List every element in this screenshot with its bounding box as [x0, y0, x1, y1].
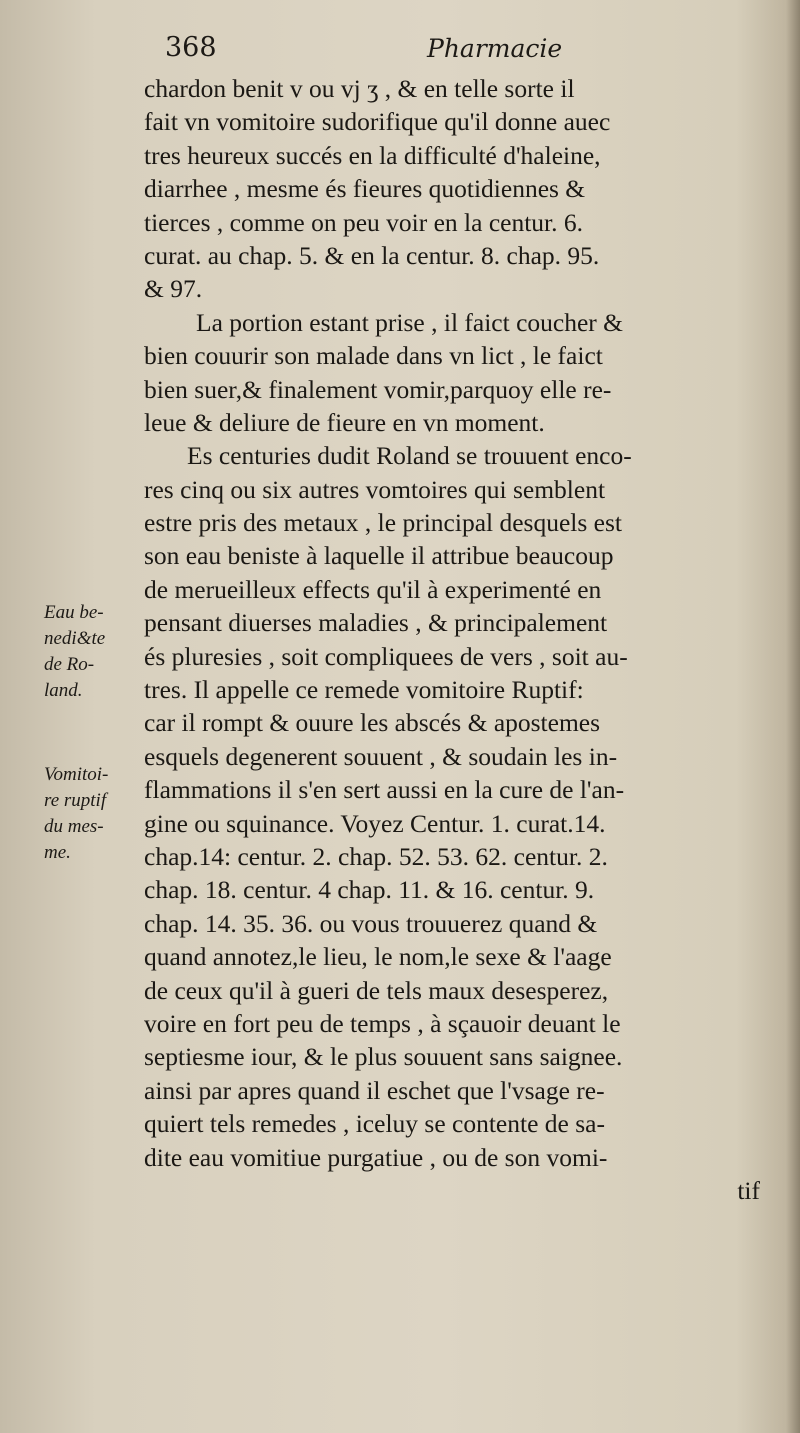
- text-line: quiert tels remedes , iceluy se contente de sa-: [144, 1109, 605, 1139]
- margin-note-vomitoire-ruptif: [44, 762, 139, 866]
- text-line: tres. Il appelle ce remede vomitoire Ruptif:: [144, 675, 584, 705]
- text-line: septiesme iour, & le plus souuent sans saignee.: [144, 1042, 623, 1072]
- text-line: dite eau vomitiue purgatiue , ou de son vomi-: [144, 1142, 608, 1172]
- margin-note-line: de Ro-: [44, 654, 95, 675]
- text-line: tierces , comme on peu voir en la centur. 6.: [144, 207, 584, 237]
- text-line: bien couurir son malade dans vn lict , le faict: [144, 341, 603, 371]
- page-gutter-shadow: [786, 0, 800, 1433]
- text-line: de ceux qu'il à gueri de tels maux desesperez,: [144, 975, 609, 1005]
- text-line: pensant diuerses maladies , & principalement: [144, 608, 608, 638]
- body-text: [144, 72, 784, 1207]
- text-line: leue & deliure de fieure en vn moment.: [144, 407, 545, 437]
- text-line: curat. au chap. 5. & en la centur. 8. chap. 95.: [144, 240, 600, 270]
- text-line: voire en fort peu de temps , à sçauoir deuant le: [144, 1008, 621, 1038]
- text-line: res cinq ou six autres vomtoires qui semblent: [144, 474, 606, 504]
- text-line: gine ou squinance. Voyez Centur. 1. curat.14.: [144, 808, 606, 838]
- text-line: car il rompt & ouure les abscés & apostemes: [144, 708, 601, 738]
- text-line: & 97.: [144, 274, 203, 304]
- margin-note-eau-benite: [44, 600, 139, 704]
- text-line: La portion estant prise , il faict coucher &: [196, 307, 623, 337]
- margin-note-line: nedi&te: [44, 628, 106, 649]
- running-title: Pharmacie: [427, 34, 563, 63]
- page-number: 368: [165, 32, 217, 63]
- margin-note-line: re ruptif: [44, 790, 107, 811]
- text-line: és pluresies , soit compliquees de vers , soit au-: [144, 641, 628, 671]
- page-header: [165, 32, 615, 72]
- text-line: ainsi par apres quand il eschet que l'vsage re-: [144, 1075, 605, 1105]
- text-line: chap. 18. centur. 4 chap. 11. & 16. centur. 9.: [144, 875, 595, 905]
- text-line: chardon benit v ou vj ʒ , & en telle sorte il: [144, 74, 575, 103]
- text-line: de merueilleux effects qu'il à experimenté en: [144, 574, 602, 604]
- text-line: estre pris des metaux , le principal desquels est: [144, 508, 622, 538]
- margin-note-line: land.: [44, 680, 83, 701]
- margin-note-line: me.: [44, 842, 71, 863]
- text-line: diarrhee , mesme és fieures quotidiennes &: [144, 174, 586, 204]
- margin-note-line: Vomitoi-: [44, 764, 109, 785]
- text-line: fait vn vomitoire sudorifique qu'il donne auec: [144, 107, 611, 137]
- text-line: son eau beniste à laquelle il attribue beaucoup: [144, 541, 614, 571]
- text-line: chap. 14. 35. 36. ou vous trouuerez quand &: [144, 908, 598, 938]
- catchword: tif: [737, 1175, 760, 1205]
- margin-note-line: du mes-: [44, 816, 104, 837]
- text-line: bien suer,& finalement vomir,parquoy elle re-: [144, 374, 612, 404]
- margin-note-line: Eau be-: [44, 602, 104, 623]
- text-line: tres heureux succés en la difficulté d'haleine,: [144, 140, 601, 170]
- text-line: Es centuries dudit Roland se trouuent enco-: [187, 441, 632, 471]
- text-line: flammations il s'en sert aussi en la cure de l'an-: [144, 775, 625, 805]
- text-line: quand annotez,le lieu, le nom,le sexe & l'aage: [144, 942, 612, 972]
- text-line: esquels degenerent souuent , & soudain les in-: [144, 741, 618, 771]
- text-line: chap.14: centur. 2. chap. 52. 53. 62. centur. 2.: [144, 841, 608, 871]
